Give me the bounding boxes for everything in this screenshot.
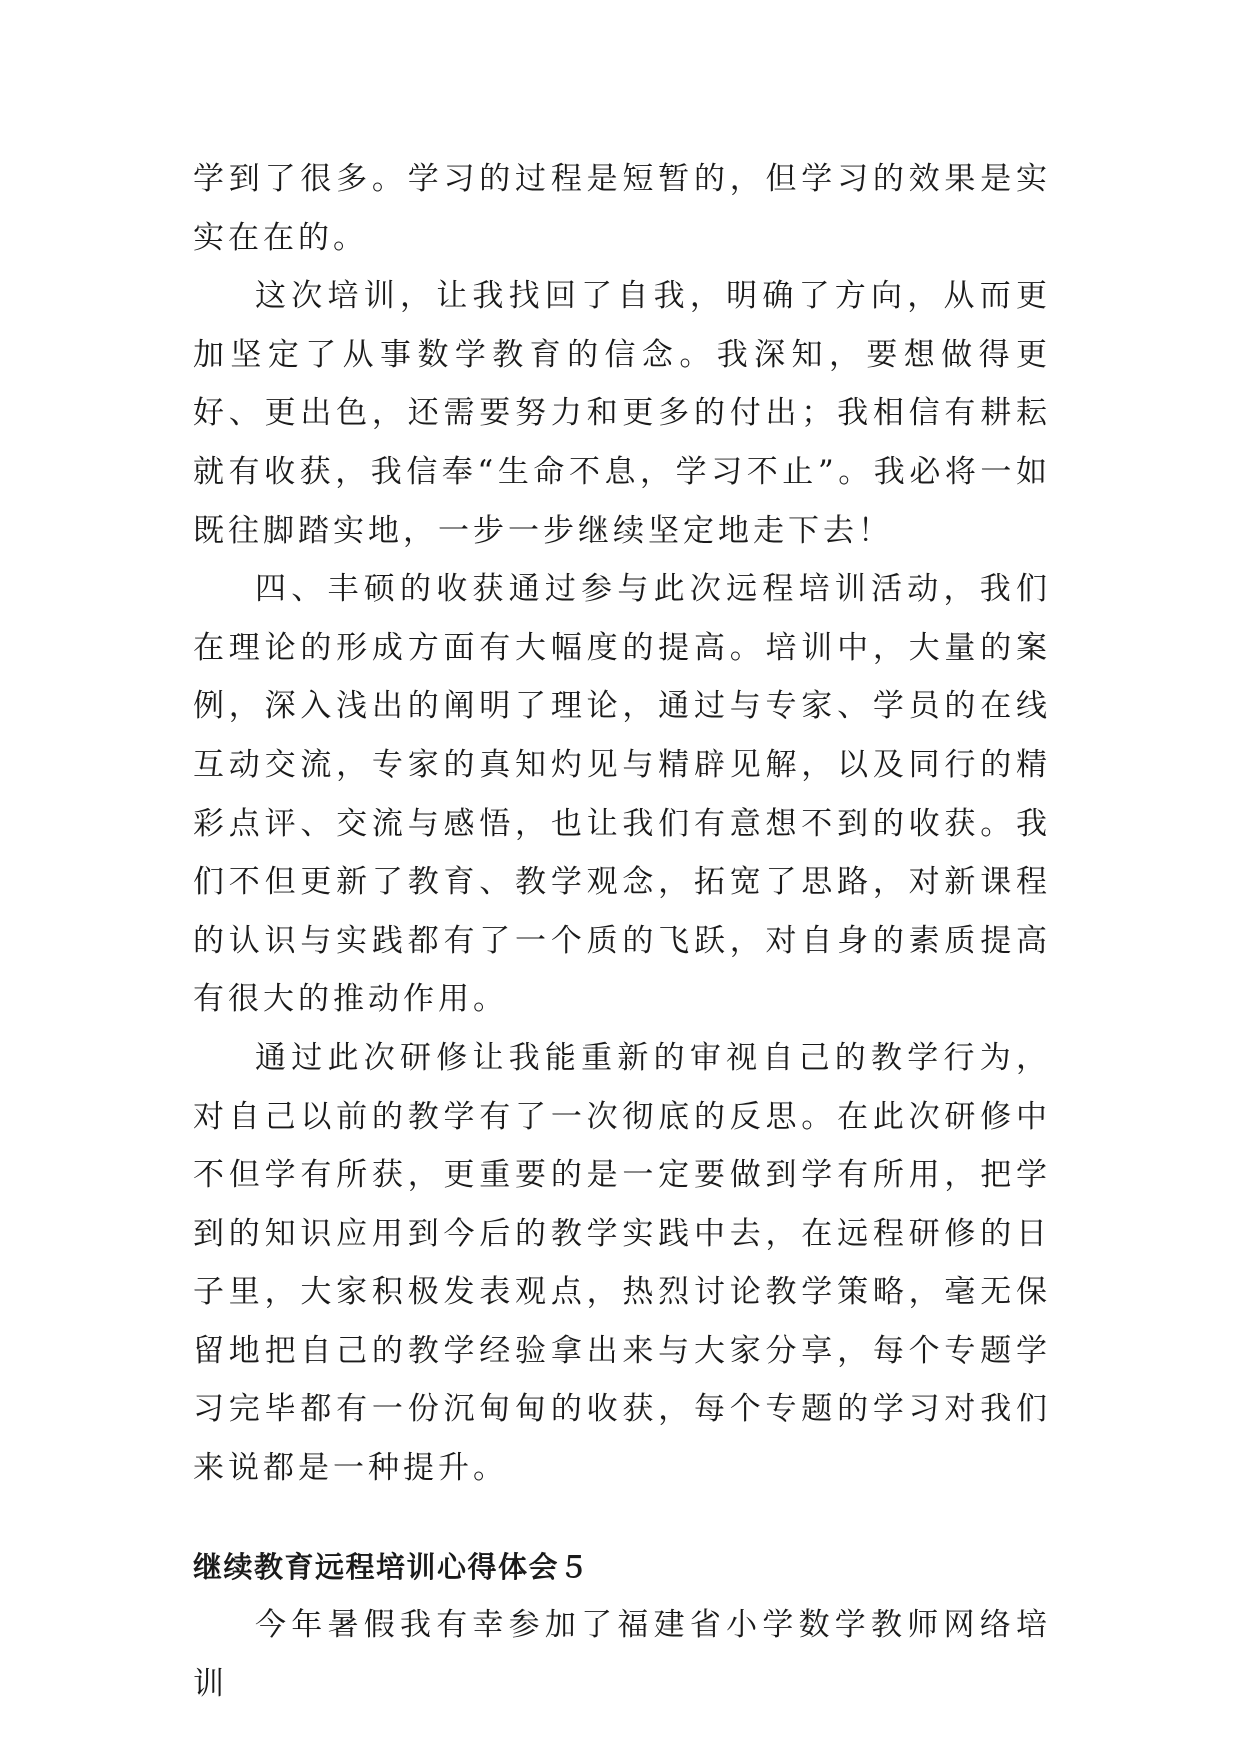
paragraph-harvest: 四、丰硕的收获通过参与此次远程培训活动，我们在理论的形成方面有大幅度的提高。培训中，大量的案例，深入浅出的阐明了理论，通过与专家、学员的在线互动交流，专家的真知灼见与精辟见解，以及同行的精彩点评、交流与感悟，也让我们有意想不到的收获。我们不但更新了教育、教学观念，拓宽了思路，对新课程的认识与实践都有了一个质的飞跃，对自身的素质提高有很大的推动作用。 [193, 571, 1051, 1018]
section-title: 继续教育远程培训心得体会５ [193, 1549, 590, 1584]
document-body [193, 150, 1051, 1713]
section-paragraph: 今年暑假我有幸参加了福建省小学数学教师网络培训 [193, 1607, 1051, 1702]
paragraph-continuation: 学到了很多。学习的过程是短暂的，但学习的效果是实实在在的。 [193, 161, 1051, 256]
paragraph-study-review: 通过此次研修让我能重新的审视自己的教学行为，对自己以前的教学有了一次彻底的反思。在此次研修中不但学有所获，更重要的是一定要做到学有所用，把学到的知识应用到今后的教学实践中去，在远程研修的日子里，大家积极发表观点，热烈讨论教学策略，毫无保留地把自己的教学经验拿出来与大家分享，每个专题学习完毕都有一份沉甸甸的收获，每个专题的学习对我们来说都是一种提升。 [193, 1039, 1051, 1487]
paragraph-training-reflection: 这次培训，让我找回了自我，明确了方向，从而更加坚定了从事数学教育的信念。我深知，要想做得更好、更出色，还需要努力和更多的付出；我相信有耕耘就有收获，我信奉“生命不息，学习不止”。我必将一如既往脚踏实地，一步一步继续坚定地走下去！ [193, 278, 1051, 549]
